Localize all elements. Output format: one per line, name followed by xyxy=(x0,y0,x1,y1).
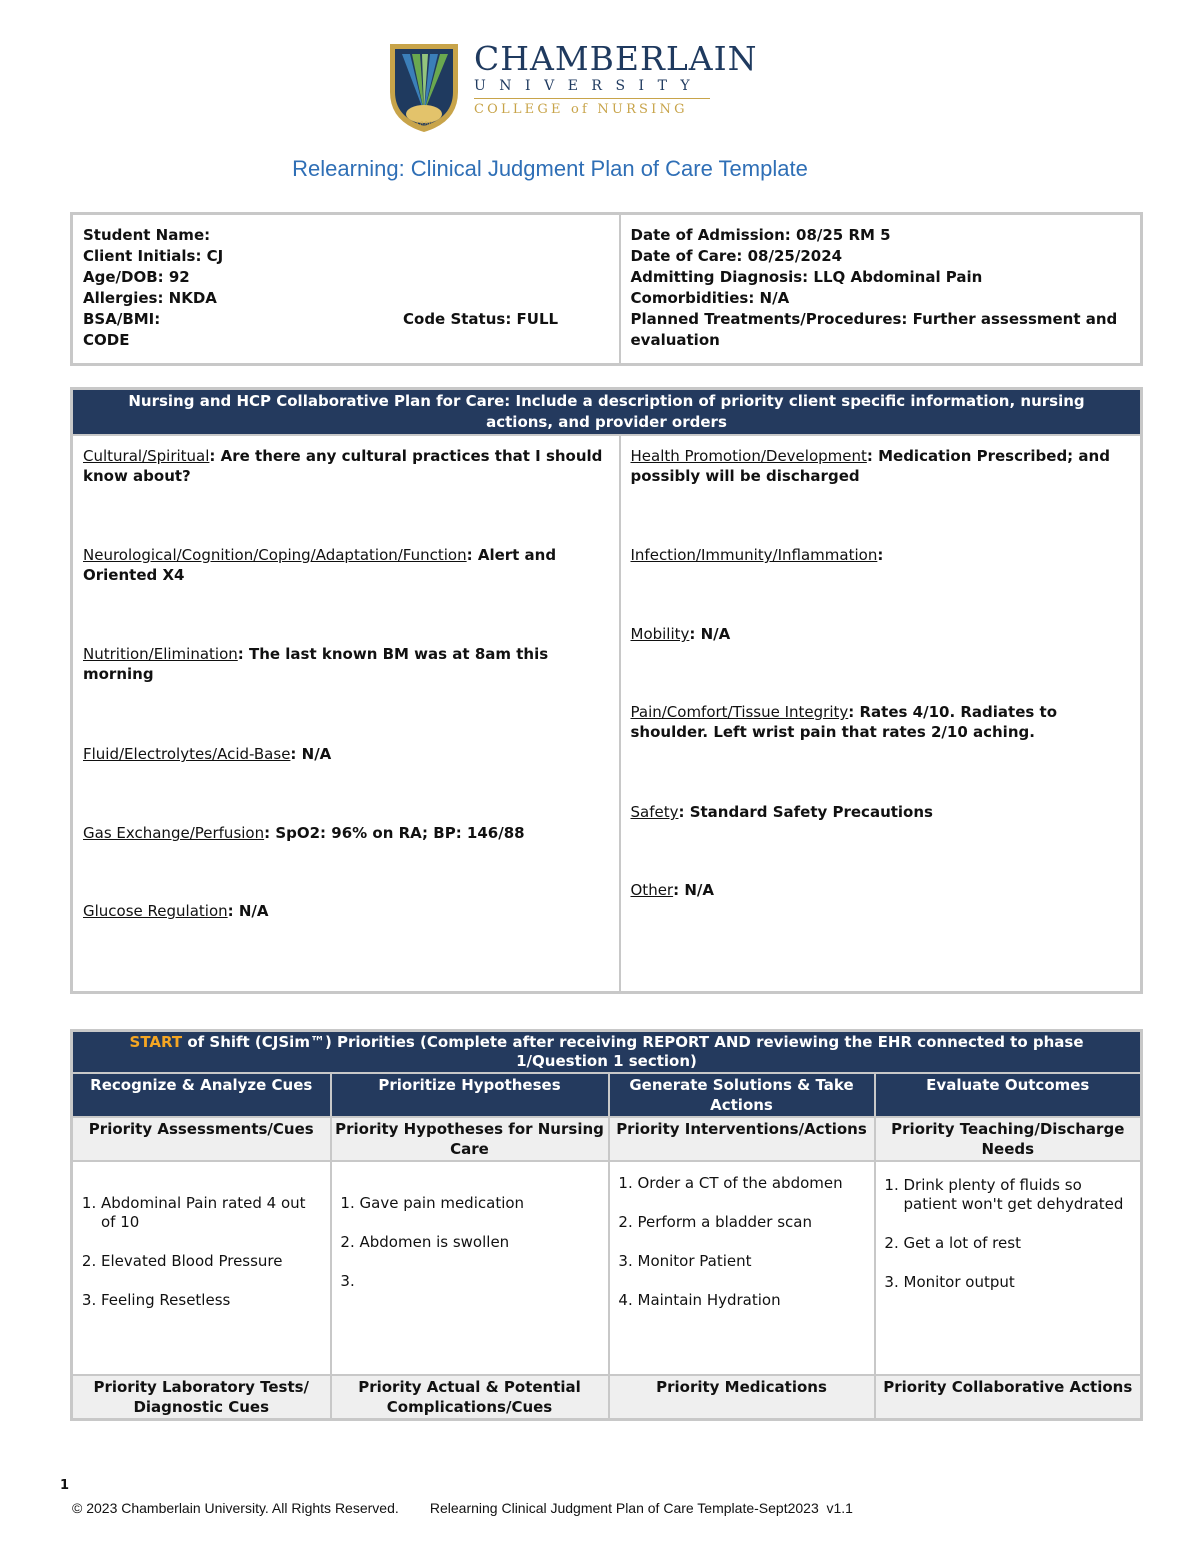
client-info-left xyxy=(72,214,620,365)
infection-immunity: Infection/Immunity/Inflammation: xyxy=(630,546,884,564)
column-generate: Generate Solutions & Take Actions xyxy=(609,1073,875,1117)
code-status: Code Status: FULL xyxy=(403,310,559,328)
shield-icon xyxy=(388,42,460,134)
teaching-list xyxy=(875,1161,1142,1375)
client-info-right xyxy=(620,214,1142,365)
footer-medications: Priority Medications xyxy=(609,1375,875,1420)
gas-exchange: Gas Exchange/Perfusion: SpO2: 96% on RA; BP: 146/88 xyxy=(83,824,525,842)
list-item: 1. Drink plenty of fluids so patient won't get dehydrated xyxy=(904,1176,1133,1214)
comorbidities: Comorbidities: N/A xyxy=(630,289,790,307)
list-item: 2. Get a lot of rest xyxy=(904,1234,1133,1253)
cultural-spiritual: Cultural/Spiritual: Are there any cultural practices that I should know about? xyxy=(83,447,603,485)
logo-university: UNIVERSITY xyxy=(474,78,704,94)
subheader-hypotheses: Priority Hypotheses for Nursing Care xyxy=(331,1117,609,1161)
logo-college: COLLEGE of NURSING xyxy=(474,102,688,117)
subheader-teaching: Priority Teaching/Discharge Needs xyxy=(875,1117,1142,1161)
student-name: Student Name: xyxy=(83,226,211,244)
page-number: 1 xyxy=(60,1478,70,1493)
list-item: 2. Abdomen is swollen xyxy=(360,1233,600,1252)
list-item: 2. Perform a bladder scan xyxy=(638,1213,866,1232)
list-item: 4. Maintain Hydration xyxy=(638,1291,866,1310)
list-item xyxy=(360,1272,600,1291)
health-promotion: Health Promotion/Development: Medication Prescribed; and possibly will be discharged xyxy=(630,447,1110,485)
page-title: Relearning: Clinical Judgment Plan of Care Template xyxy=(292,156,808,181)
assessments-list xyxy=(72,1161,331,1375)
interventions-list xyxy=(609,1161,875,1375)
logo-rule xyxy=(474,98,710,99)
list-item: 3. Monitor output xyxy=(904,1273,1133,1292)
column-evaluate: Evaluate Outcomes xyxy=(875,1073,1142,1117)
shift-header: START of Shift (CJSim™) Priorities (Complete after receiving REPORT AND reviewing the EHR connected to phase 1/Question 1 section) xyxy=(72,1031,1142,1074)
plan-right-column xyxy=(620,435,1142,993)
footer-lab-tests: Priority Laboratory Tests/ Diagnostic Cues xyxy=(72,1375,331,1420)
column-prioritize: Prioritize Hypotheses xyxy=(331,1073,609,1117)
admitting-diagnosis: Admitting Diagnosis: LLQ Abdominal Pain xyxy=(630,268,983,286)
date-of-care: Date of Care: 08/25/2024 xyxy=(630,247,843,265)
plan-left-column xyxy=(72,435,620,993)
footer-collaborative: Priority Collaborative Actions xyxy=(875,1375,1142,1420)
logo-name: CHAMBERLAIN xyxy=(474,39,758,78)
code-label: CODE xyxy=(83,331,130,349)
page-footer: © 2023 Chamberlain University. All Rights Reserved. Relearning Clinical Judgment Plan of Care Template-Sept2023 v1.1 xyxy=(72,1500,853,1516)
list-item: 3. Feeling Resetless xyxy=(101,1291,322,1310)
client-initials: Client Initials: CJ xyxy=(83,247,224,265)
plan-of-care-table xyxy=(70,387,1143,994)
university-logo xyxy=(388,39,758,134)
start-of-shift-table xyxy=(70,1029,1143,1421)
planned-treatments: Planned Treatments/Procedures: Further assessment and evaluation xyxy=(630,310,1118,349)
list-item: 2. Elevated Blood Pressure xyxy=(101,1252,322,1271)
column-recognize: Recognize & Analyze Cues xyxy=(72,1073,331,1117)
age-dob: Age/DOB: 92 xyxy=(83,268,190,286)
plan-header: Nursing and HCP Collaborative Plan for Care: Include a description of priority client specific information, nursing actions, and provider orders xyxy=(72,389,1142,436)
list-item: 3. Monitor Patient xyxy=(638,1252,866,1271)
bsa-bmi: BSA/BMI: xyxy=(83,310,161,328)
other: Other: N/A xyxy=(630,881,714,899)
neurological: Neurological/Cognition/Coping/Adaptation/Function: Alert and Oriented X4 xyxy=(83,546,557,584)
fluid-electrolytes: Fluid/Electrolytes/Acid-Base: N/A xyxy=(83,745,332,763)
nutrition-elimination: Nutrition/Elimination: The last known BM was at 8am this morning xyxy=(83,645,549,683)
client-info-table xyxy=(70,212,1143,366)
footer-complications: Priority Actual & Potential Complications/Cues xyxy=(331,1375,609,1420)
pain-comfort: Pain/Comfort/Tissue Integrity: Rates 4/10. Radiates to shoulder. Left wrist pain that rates 2/10 aching. xyxy=(630,703,1058,741)
mobility: Mobility: N/A xyxy=(630,625,731,643)
list-item: 1. Order a CT of the abdomen xyxy=(638,1174,866,1193)
date-of-admission: Date of Admission: 08/25 RM 5 xyxy=(630,226,891,244)
start-label: START xyxy=(129,1033,183,1051)
subheader-assessments: Priority Assessments/Cues xyxy=(72,1117,331,1161)
safety: Safety: Standard Safety Precautions xyxy=(630,803,933,821)
list-item: 1. Gave pain medication xyxy=(360,1194,600,1213)
hypotheses-list xyxy=(331,1161,609,1375)
allergies: Allergies: NKDA xyxy=(83,289,217,307)
svg-text:1889: 1889 xyxy=(415,121,433,129)
list-item: 1. Abdominal Pain rated 4 out of 10 xyxy=(101,1194,322,1232)
glucose-regulation: Glucose Regulation: N/A xyxy=(83,902,269,920)
subheader-interventions: Priority Interventions/Actions xyxy=(609,1117,875,1161)
